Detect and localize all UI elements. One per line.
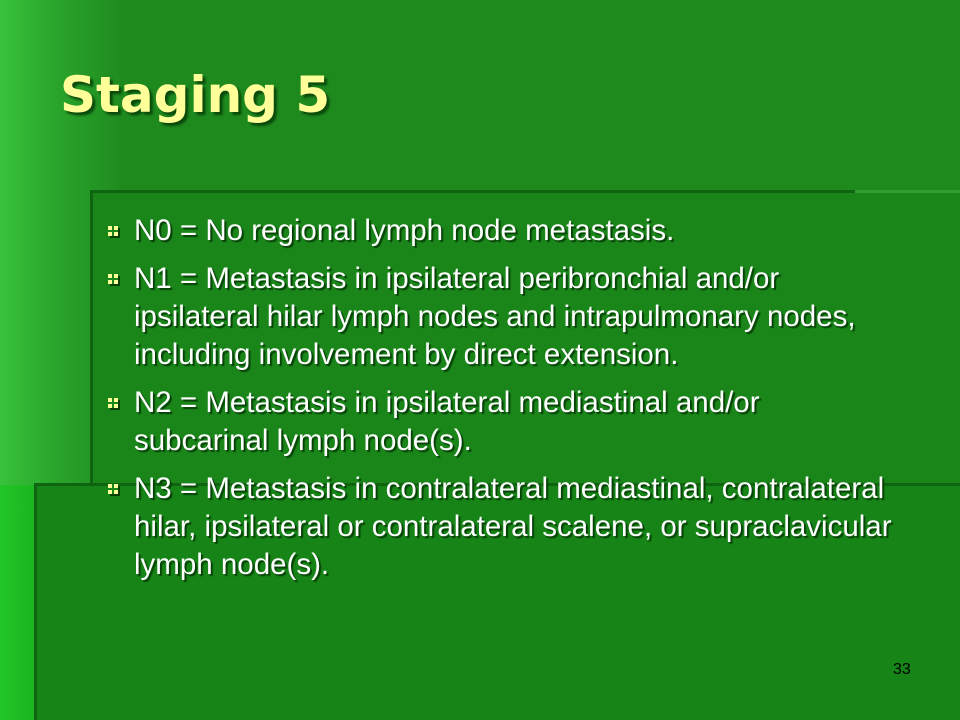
- bullet-item-n2: [104, 384, 894, 460]
- bullet-list: [104, 212, 894, 594]
- bullet-text: N0 = No regional lymph node metastasis.: [134, 214, 675, 247]
- square-bullet-icon: [108, 484, 118, 494]
- bullet-text: N2 = Metastasis in ipsilateral mediastinal and/or subcarinal lymph node(s).: [134, 386, 760, 457]
- bullet-item-n0: [104, 212, 894, 250]
- square-bullet-icon: [108, 398, 118, 408]
- bullet-item-n3: [104, 470, 894, 584]
- slide-title: Staging 5: [60, 66, 331, 124]
- bullet-text: N3 = Metastasis in contralateral mediastinal, contralateral hilar, ipsilateral or contralateral scalene, or supraclavicular lymph node(s).: [134, 472, 892, 581]
- square-bullet-icon: [108, 226, 118, 236]
- square-bullet-icon: [108, 274, 118, 284]
- page-number: 33: [893, 661, 911, 678]
- bullet-text: N1 = Metastasis in ipsilateral peribronchial and/or ipsilateral hilar lymph nodes and intrapulmonary nodes, including involvement by direct extension.: [134, 262, 856, 371]
- bullet-item-n1: [104, 260, 894, 374]
